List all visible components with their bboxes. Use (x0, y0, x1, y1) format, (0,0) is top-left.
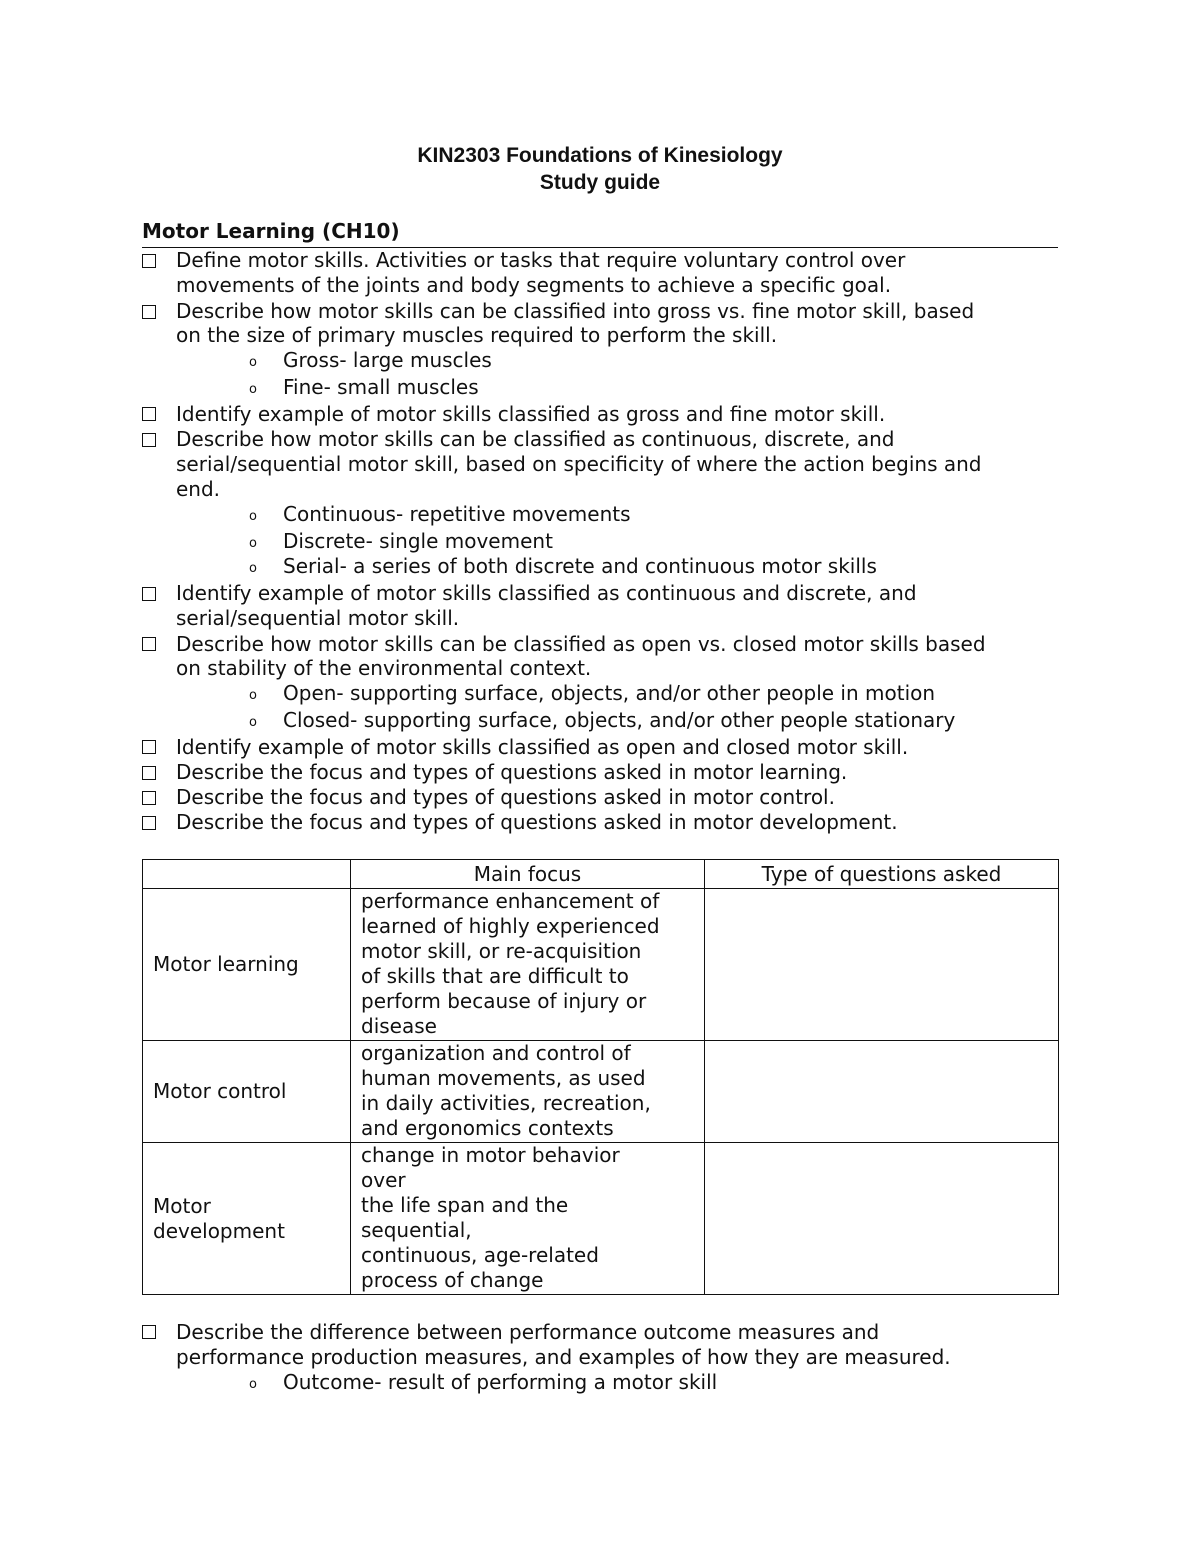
checklist-item-text: Describe the difference between performance outcome measures and (176, 1320, 880, 1344)
checklist-item-text: performance production measures, and examples of how they are measured. (176, 1345, 951, 1369)
sub-item-text: Gross- large muscles (283, 348, 492, 372)
checkbox-icon[interactable] (142, 1325, 156, 1339)
checklist-item-text: Describe the focus and types of questions asked in motor learning. (176, 760, 848, 784)
focus-table (142, 859, 1059, 1295)
document-title: KIN2303 Foundations of Kinesiology (417, 144, 783, 167)
checkbox-icon[interactable] (142, 766, 156, 780)
table-header-cell (143, 860, 351, 889)
table-header-row (143, 860, 1059, 889)
questions-cell[interactable] (705, 1143, 1059, 1295)
checklist-item-text: Define motor skills. Activities or tasks that require voluntary control over (176, 248, 906, 272)
sub-item-text: Closed- supporting surface, objects, and/or other people stationary (283, 708, 956, 732)
checkbox-icon[interactable] (142, 587, 156, 601)
checklist-item-text: Describe the focus and types of questions asked in motor development. (176, 810, 898, 834)
row-label-cell: Motor development (143, 1143, 351, 1295)
checkbox-icon[interactable] (142, 407, 156, 421)
checkbox-icon[interactable] (142, 254, 156, 268)
table-row (143, 889, 1059, 1041)
checklist-item-text: Describe how motor skills can be classified as open vs. closed motor skills based (176, 632, 986, 656)
sub-bullet-icon: o (249, 1377, 257, 1392)
checklist-item-text: Identify example of motor skills classified as continuous and discrete, and (176, 581, 917, 605)
checklist-item-text: Describe how motor skills can be classified into gross vs. fine motor skill, based (176, 299, 975, 323)
sub-item-text: Fine- small muscles (283, 375, 479, 399)
document-subtitle: Study guide (539, 171, 661, 194)
main-focus-cell: performance enhancement of learned of highly experienced motor skill, or re-acquisition of skills that are difficult to perform because of injury or disease (351, 889, 705, 1041)
sub-bullet-icon: o (249, 355, 257, 370)
checkbox-icon[interactable] (142, 740, 156, 754)
checklist-item-text: Describe how motor skills can be classified as continuous, discrete, and (176, 427, 895, 451)
sub-bullet-icon: o (249, 536, 257, 551)
checkbox-icon[interactable] (142, 433, 156, 447)
checkbox-icon[interactable] (142, 305, 156, 319)
checklist-item-text: Identify example of motor skills classified as gross and fine motor skill. (176, 402, 886, 426)
sub-item-text: Serial- a series of both discrete and continuous motor skills (283, 554, 877, 578)
questions-cell[interactable] (705, 889, 1059, 1041)
table-header-cell: Type of questions asked (705, 860, 1059, 889)
table-row (143, 1041, 1059, 1143)
checkbox-icon[interactable] (142, 637, 156, 651)
checklist-item-text: Identify example of motor skills classified as open and closed motor skill. (176, 735, 909, 759)
table-row (143, 1143, 1059, 1295)
row-label-cell: Motor learning (143, 889, 351, 1041)
sub-bullet-icon: o (249, 561, 257, 576)
sub-item-text: Outcome- result of performing a motor skill (283, 1370, 718, 1394)
main-focus-cell: change in motor behavior over the life span and the sequential, continuous, age-related process of change (351, 1143, 705, 1295)
sub-item-text: Continuous- repetitive movements (283, 502, 631, 526)
sub-bullet-icon: o (249, 688, 257, 703)
sub-bullet-icon: o (249, 715, 257, 730)
sub-bullet-icon: o (249, 382, 257, 397)
checklist-item-text: Describe the focus and types of questions asked in motor control. (176, 785, 835, 809)
table-header-cell: Main focus (351, 860, 705, 889)
questions-cell[interactable] (705, 1041, 1059, 1143)
checklist-item-text: serial/sequential motor skill. (176, 606, 460, 630)
sub-item-text: Discrete- single movement (283, 529, 553, 553)
row-label-cell: Motor control (143, 1041, 351, 1143)
sub-bullet-icon: o (249, 509, 257, 524)
checklist-item-text: on the size of primary muscles required to perform the skill. (176, 323, 778, 347)
checkbox-icon[interactable] (142, 816, 156, 830)
checklist-item-text: end. (176, 477, 221, 501)
section-heading: Motor Learning (CH10) (142, 219, 1058, 248)
checklist-item-text: on stability of the environmental context. (176, 656, 592, 680)
checklist-item-text: movements of the joints and body segments to achieve a specific goal. (176, 273, 892, 297)
main-focus-cell: organization and control of human movements, as used in daily activities, recreation, and ergonomics contexts (351, 1041, 705, 1143)
sub-item-text: Open- supporting surface, objects, and/or other people in motion (283, 681, 936, 705)
checklist-item-text: serial/sequential motor skill, based on specificity of where the action begins and (176, 452, 982, 476)
checkbox-icon[interactable] (142, 791, 156, 805)
